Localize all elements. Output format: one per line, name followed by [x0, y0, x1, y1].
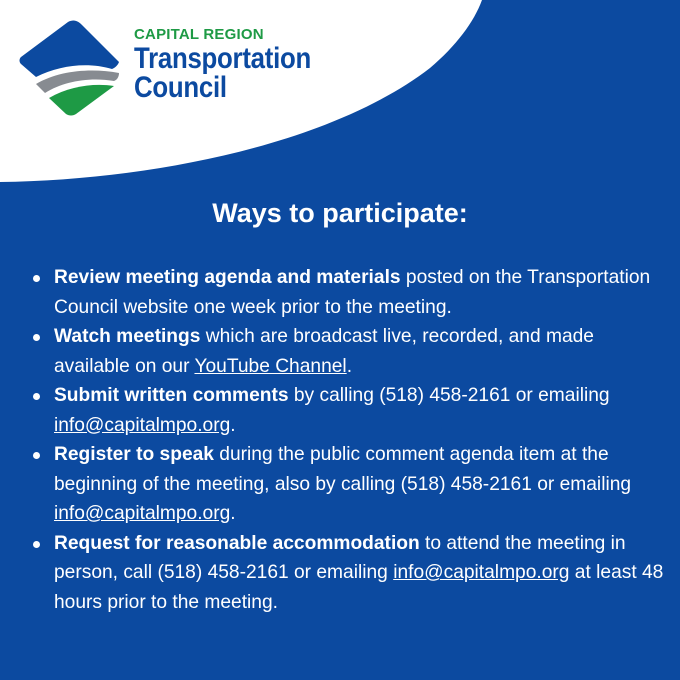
bullet-text: which are broadcast live, recorded, and made available on our: [54, 326, 594, 377]
bullet-text: by calling (518) 458-2161 or emailing: [288, 385, 610, 406]
bullet-lead: Register to speak: [54, 444, 214, 465]
list-item-review-materials: [32, 263, 664, 322]
bullet-text: posted on the Transportation Council website one week prior to the meeting.: [54, 267, 651, 318]
brand-wordmark: [134, 26, 340, 102]
bullet-dot: [33, 541, 40, 548]
list-item-register-to-speak: [32, 440, 664, 529]
brand-name-line1: Transportation: [134, 42, 312, 75]
bullet-text-end: .: [346, 355, 353, 377]
logo-blue-diamond: [20, 21, 120, 77]
bullet-text-end: .: [230, 414, 236, 436]
brand-region: CAPITAL REGION: [134, 26, 264, 43]
participation-list: [32, 263, 664, 617]
logo-green-road: [49, 85, 114, 116]
bullet-dot: [33, 452, 40, 459]
bullet-text-end: .: [230, 503, 236, 524]
bullet-dot: [33, 393, 40, 400]
bullet-dot: [33, 334, 40, 341]
bullet-lead: Submit written comments: [54, 385, 289, 406]
bullet-text: to attend the meeting in person, call (518) 458-2161 or emailing: [54, 532, 626, 583]
list-item-written-comments: [32, 381, 664, 440]
list-item-accommodation: [32, 529, 664, 618]
email-link[interactable]: info@capitalmpo.org: [393, 562, 570, 583]
diamond-road-logo-icon: [18, 20, 124, 116]
brand-name-line2: Council: [134, 71, 227, 104]
youtube-channel-link[interactable]: YouTube Channel: [194, 355, 347, 377]
bullet-dot: [33, 275, 40, 282]
bullet-text: during the public comment agenda item at the beginning of the meeting, also by calling (518) 458-2161 or emailing: [54, 444, 632, 495]
page-title: Ways to participate:: [212, 198, 468, 228]
bullet-text-end: at least 48 hours prior to the meeting.: [54, 562, 664, 613]
bullet-lead: Review meeting agenda and materials: [54, 267, 401, 288]
email-link[interactable]: info@capitalmpo.org: [54, 503, 231, 524]
list-item-watch-meetings: [32, 322, 664, 381]
bullet-lead: Watch meetings: [54, 326, 201, 347]
email-link[interactable]: info@capitalmpo.org: [54, 414, 231, 436]
bullet-lead: Request for reasonable accommodation: [54, 532, 420, 554]
